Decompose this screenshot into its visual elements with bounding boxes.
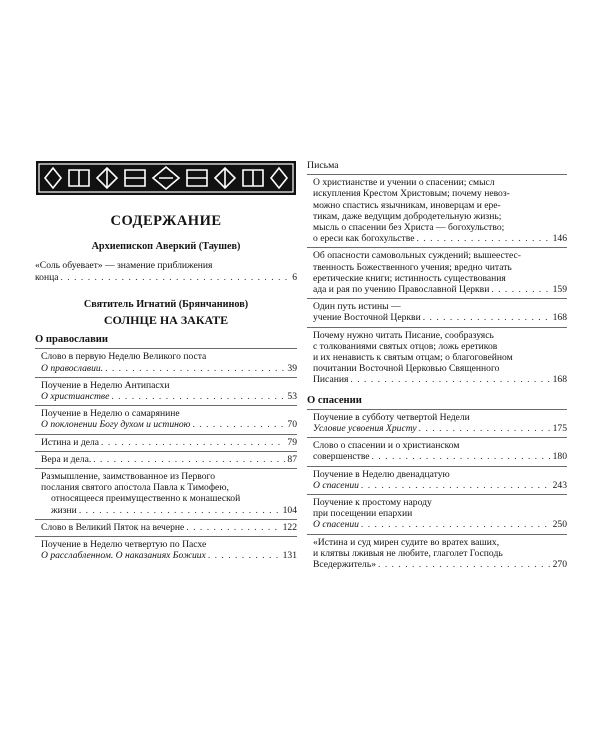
page-number: 159 [552,284,567,296]
page-number: 180 [552,451,567,463]
entry-last-line: О поклонении Богу духом и истиною . . . 70 [41,419,297,430]
entry-line: и клятвы лживыя не любите, глаголет Господь [313,547,503,559]
entry-line: Поучение в Неделю двенадцатую [313,468,450,480]
page-number: 6 [292,271,297,283]
toc-entry[interactable] [35,536,297,564]
page-number: 104 [282,504,297,516]
toc-entry[interactable] [307,298,567,326]
entry-line: можно спастись язычникам, иноверцам и ере- [313,199,501,211]
entry-last-line: Писания . . . 168 [313,374,567,385]
book-title: СОЛНЦЕ НА ЗАКАТЕ [103,313,229,328]
entry-line: Поучение в Неделю о самарянине [41,408,180,420]
toc-entry[interactable] [35,519,297,536]
toc-entry[interactable] [307,174,567,247]
page-number: 168 [552,312,567,324]
entry-last-line: Условие усвоения Христу . . . 175 [313,423,567,434]
toc-entry[interactable] [35,260,297,284]
entry-last-line: Вера и дела. . . . 87 [41,454,297,465]
toc-entry[interactable] [307,409,567,437]
toc-entry[interactable] [307,327,567,389]
toc-entry[interactable] [35,377,297,405]
toc-entry[interactable] [35,348,297,376]
entry-line: при посещении епархии [313,508,413,520]
page-number: 87 [287,453,297,465]
toc-entry[interactable] [35,468,297,519]
entry-last-line: Вседержитель» . . . 270 [313,559,567,570]
entry-last-line: учение Восточной Церкви . . . 168 [313,312,567,323]
entry-line: относящееся преимущественно к монашеской [51,493,241,505]
right-column [307,160,567,573]
ornamental-border-icon [35,160,297,196]
entry-line: Поучение в Неделю Антипасхи [41,379,170,391]
toc-entry[interactable] [307,247,567,298]
entry-line: мысль о спасении без Христа — богохульство; [313,222,505,234]
section-letters: Письма [307,160,339,171]
section-salvation: О спасении [307,394,362,406]
page-number: 39 [287,362,297,374]
entry-last-line: О спасении . . . 250 [313,519,567,530]
author-ignaty: Святитель Игнатий (Брянчанинов) [83,298,249,310]
page-number: 131 [282,550,297,562]
entry-last-line: совершенстве . . . 180 [313,451,567,462]
entry-line: и их ненависть к святым отцам; о благоговейном [313,352,513,364]
section-orthodoxy: О православии [35,334,108,346]
page-number: 243 [552,479,567,491]
entry-last-line: О расслабленном. О наказаниях Божиих . . . 131 [41,550,297,561]
entry-line: Один путь истины — [313,301,401,313]
entry-line: твенность Божественного учения; вредно читать [313,261,512,273]
author-averky: Архиепископ Аверкий (Таушев) [91,241,241,253]
page-number: 122 [282,521,297,533]
entry-line: Поучение в Неделю четвертую по Пасхе [41,539,207,551]
entry-line: Слово о спасении и о христианском [313,440,460,452]
entry-last-line: О спасении . . . 243 [313,480,567,491]
page-number: 146 [552,233,567,245]
entry-last-line: жизни . . . 104 [41,505,297,516]
entry-line: Почему нужно читать Писание, сообразуясь [313,329,494,341]
toc-entry[interactable] [307,494,567,534]
toc-entry[interactable] [307,437,567,465]
entry-line: «Истина и суд мирен судите во вратех ваших, [313,536,500,548]
entry-last-line: о ереси как богохульстве . . . 146 [313,233,567,244]
toc-entry[interactable] [35,434,297,451]
page-number: 79 [287,436,297,448]
entry-last-line: О христианстве . . . 53 [41,391,297,402]
page-number: 168 [552,374,567,386]
entry-last-line: ада и рая по учению Православной Церкви . . . 159 [313,284,567,295]
page-number: 53 [287,391,297,403]
entry-line: О христианстве и учении о спасении; смысл [313,177,495,189]
toc-entry[interactable] [35,451,297,468]
entry-line: почитании Восточной Церковью Священного [313,363,500,375]
entry-last-line: Истина и дела . . . 79 [41,437,297,448]
entry-last-line: конца . . . 6 [35,272,297,283]
entry-line: искупления Крестом Христовым; почему невоз- [313,188,510,200]
entry-last-line: О православии. . . . 39 [41,363,297,374]
toc-entry[interactable] [35,405,297,433]
left-column [35,160,297,564]
entry-line: еретические книги; истинность существования [313,272,506,284]
entry-line: «Соль обуевает» — знамение приближения [35,260,213,272]
page-number: 270 [552,559,567,571]
toc-entry[interactable] [307,466,567,494]
entry-line: Размышление, заимствованное из Первого [41,471,216,483]
page-number: 175 [552,423,567,435]
page-title: СОДЕРЖАНИЕ [110,213,222,229]
entry-last-line: Слово в Великий Пяток на вечерне . . . 122 [41,522,297,533]
entry-line: Слово в первую Неделю Великого поста [41,351,207,363]
entry-line: Об опасности самовольных суждений; вышеестес- [313,250,521,262]
entry-line: тикам, даже ведущим добродетельную жизнь; [313,210,502,222]
toc-entry[interactable] [307,534,567,574]
page-number: 250 [552,519,567,531]
entry-line: Поучение к простому народу [313,497,432,509]
entry-line: с толкованиями святых отцов; ложь еретиков [313,340,498,352]
page-number: 70 [287,419,297,431]
entry-line: послания святого апостола Павла к Тимофею, [41,482,229,494]
entry-line: Поучение в субботу четвертой Недели [313,411,470,423]
